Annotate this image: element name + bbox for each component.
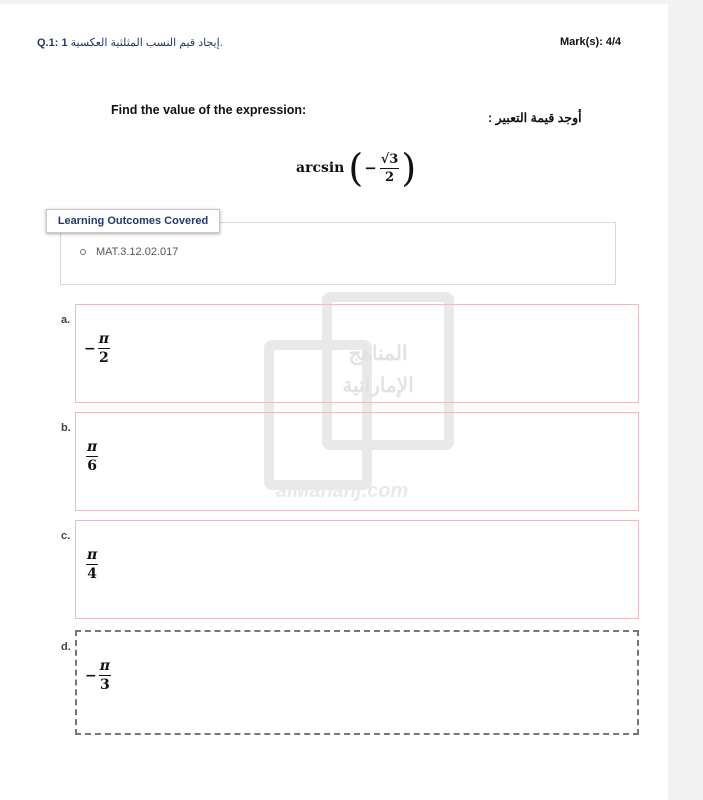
option-a-numerator: π [98,331,109,347]
option-b-letter: b. [61,422,71,434]
option-d[interactable] [75,630,639,735]
option-b-denominator: 6 [87,458,97,474]
question-number: Q.1: 1 [37,37,68,49]
option-a-fraction [98,331,110,366]
option-a-letter: a. [61,314,71,326]
right-paren: ) [401,146,417,190]
left-paren: ( [348,146,364,190]
option-b-fraction [86,439,98,474]
option-c-value [84,547,100,582]
option-d-denominator: 3 [99,677,110,693]
question-header [37,36,223,49]
option-d-numerator: π [99,658,110,674]
fraction-denominator: 2 [385,169,395,185]
fraction [380,152,400,185]
option-b-numerator: π [87,439,98,455]
prompt-english: Find the value of the expression: [111,103,307,117]
option-a-value [84,331,112,366]
option-d-sign: − [85,667,97,684]
option-c-denominator: 4 [87,566,97,582]
fraction-numerator: √3 [380,151,399,167]
option-a[interactable] [75,304,639,403]
option-c-letter: c. [61,530,71,542]
option-d-value [85,658,113,693]
option-b-value [84,439,100,474]
option-a-denominator: 2 [98,350,109,366]
learning-outcome-item [80,246,178,258]
learning-outcome-code: MAT.3.12.02.017 [96,246,179,258]
prompt-arabic: أوجد قيمة التعبير : [488,111,582,125]
option-c-fraction [86,547,98,582]
math-expression [296,146,416,190]
learning-outcomes-title: Learning Outcomes Covered [46,209,220,233]
bullet-icon [80,249,86,255]
marks-label: Mark(s): 4/4 [560,36,622,48]
minus-sign: − [364,159,377,177]
function-name: arcsin [296,160,345,176]
option-d-fraction [99,658,111,693]
option-a-sign: − [84,340,96,357]
option-b[interactable] [75,412,639,511]
option-c[interactable] [75,520,639,619]
option-c-numerator: π [87,547,98,563]
question-title: إيجاد قيم النسب المثلثية العكسية. [70,37,223,49]
option-d-letter: d. [61,641,71,653]
